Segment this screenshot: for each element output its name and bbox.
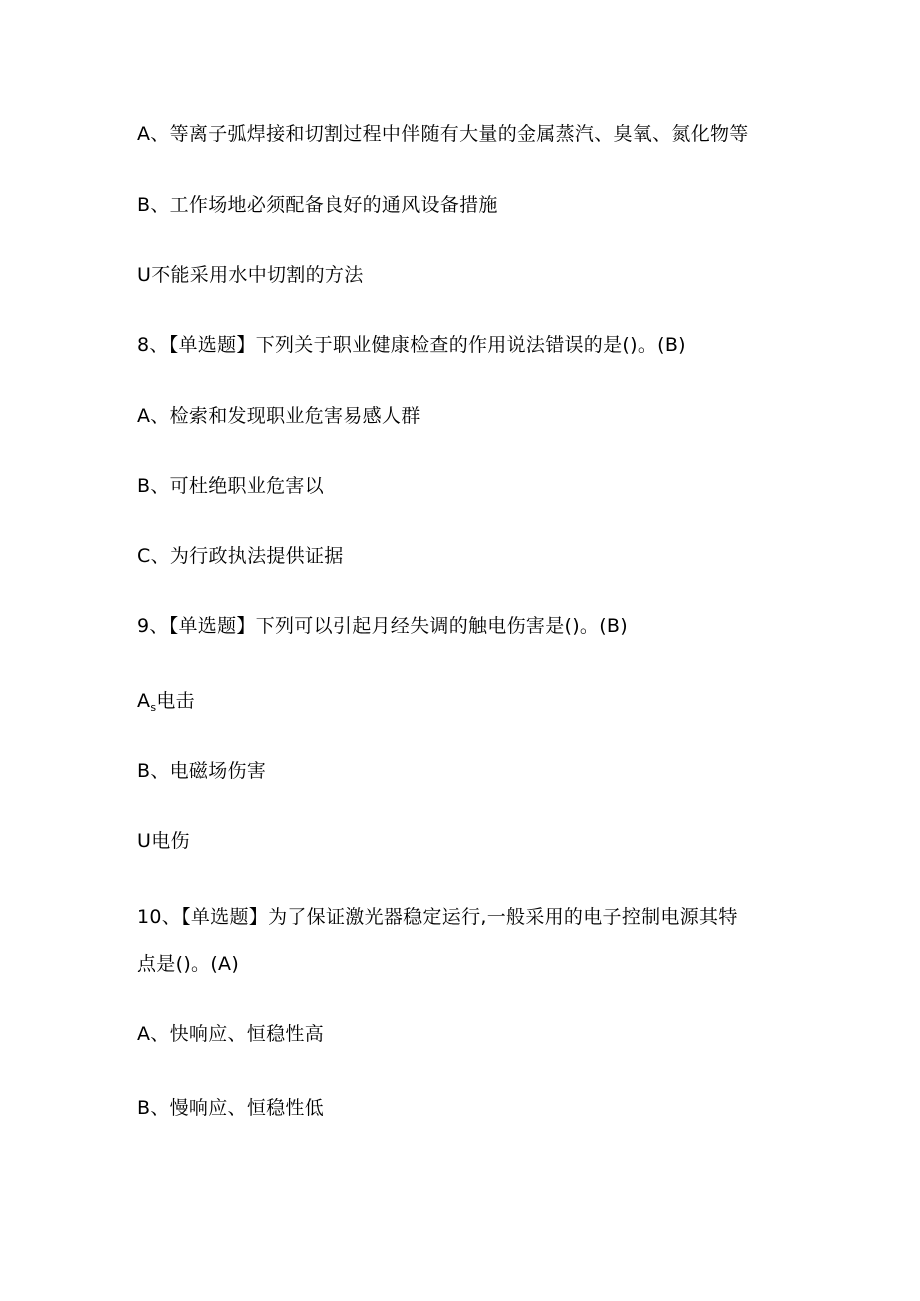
option-line: B、电磁场伤害 [137, 760, 267, 782]
option-line [137, 689, 195, 720]
option-line: C、为行政执法提供证据 [137, 545, 344, 567]
option-line: U不能采用水中切割的方法 [137, 264, 364, 286]
question-10-continuation: 点是()。(A) [137, 953, 240, 975]
option-line: B、工作场地必须配备良好的通风设备措施 [137, 194, 498, 216]
option-line: U电伤 [137, 830, 190, 852]
option-line: A、快响应、恒稳性高 [137, 1023, 324, 1045]
option-text: 电击 [156, 690, 195, 712]
question-10: 10、【单选题】为了保证激光器稳定运行,一般采用的电子控制电源其特 [137, 906, 738, 928]
option-letter: A [137, 690, 151, 712]
option-line: B、可杜绝职业危害以 [137, 475, 325, 497]
option-line: B、慢响应、恒稳性低 [137, 1097, 325, 1119]
option-line: A、等离子弧焊接和切割过程中伴随有大量的金属蒸汽、臭氧、氮化物等 [137, 123, 749, 145]
question-9: 9、【单选题】下列可以引起月经失调的触电伤害是()。(B) [137, 615, 628, 637]
option-line: A、检索和发现职业危害易感人群 [137, 405, 421, 427]
option-subscript: s [150, 701, 157, 714]
question-8: 8、【单选题】下列关于职业健康检查的作用说法错误的是()。(B) [137, 334, 686, 356]
